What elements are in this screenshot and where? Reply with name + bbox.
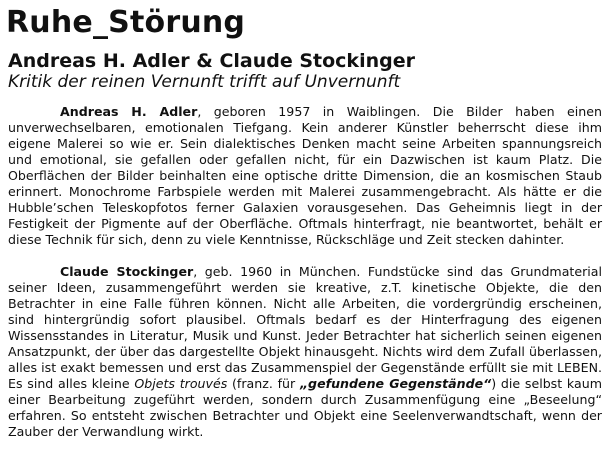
- artist2-objets: Objets trouvés: [134, 376, 228, 391]
- artist2-quote: „gefundene Gegenstände“: [299, 376, 492, 391]
- artist2-paragraph: [6, 264, 604, 440]
- artist2-name: Claude Stockinger: [60, 264, 194, 279]
- artist2-text-a: , geb. 1960 in München. Fundstücke sind das Grundmaterial seiner Ideen, zusammengeführt werden sie kreative, z.T. kinetische Objekte, die den Betrachter in eine Falle führen können. Nicht alle Arbeiten, die vordergründig erscheinen, sind hintergründig sofort plausibel. Oftmals bedarf es der Hinterfragung des eigenen Wissensstandes in Literatur, Musik und Kunst. Jeder Betrachter hat sicherlich seinen eigenen Ansatzpunkt, der über das dargestellte Objekt hinausgeht. Nichts wird dem Zufall überlassen, alles ist exakt bemessen und erst das Zusammenspiel der Gegenstände erfüllt sie mit LEBEN. Es sind alles kleine: [8, 264, 602, 391]
- artist1-text: , geboren 1957 in Waiblingen. Die Bilder haben einen unverwechselbaren, emotionalen Tiefgang. Kein anderer Künstler beherrscht diese ihm eigene Malerei so wie er. Sein dialektisches Denken macht seine Arbeiten spannungsreich und emotional, sie gefallen oder gefallen nicht, für ein Dazwischen ist kaum Platz. Die Oberflächen der Bilder beinhalten eine optische dritte Dimension, die an kosmischen Staub erinnert. Monochrome Farbspiele werden mit Malerei zusammengebracht. Als hätte er die Hubble’schen Teleskopfotos ferner Galaxien vorausgesehen. Das Geheimnis liegt in der Festigkeit der Pigmente auf der Oberfläche. Oftmals hinterfragt, nie beantwortet, behält er diese Technik für sich, denn zu viele Kenntnisse, Rückschläge und Zeit stecken dahinter.: [8, 104, 602, 247]
- artist1-paragraph: [6, 104, 604, 248]
- page-title: Ruhe_Störung: [6, 5, 246, 40]
- artist2-text-b: (franz. für: [227, 376, 300, 391]
- artist1-name: Andreas H. Adler: [60, 104, 198, 119]
- artist2-text-c: ) die selbst kaum einer Bearbeitung zugeführt werden, sondern durch Zusammenfügung eine „Beseelung“ erfahren. So entsteht zwischen Betrachter und Objekt eine Seelenverwandtschaft, wenn der Zauber der Verwandlung wirkt.: [8, 376, 602, 439]
- exhibition-tagline: Kritik der reinen Vernunft trifft auf Unvernunft: [8, 72, 401, 92]
- artists-subtitle: Andreas H. Adler & Claude Stockinger: [8, 50, 415, 72]
